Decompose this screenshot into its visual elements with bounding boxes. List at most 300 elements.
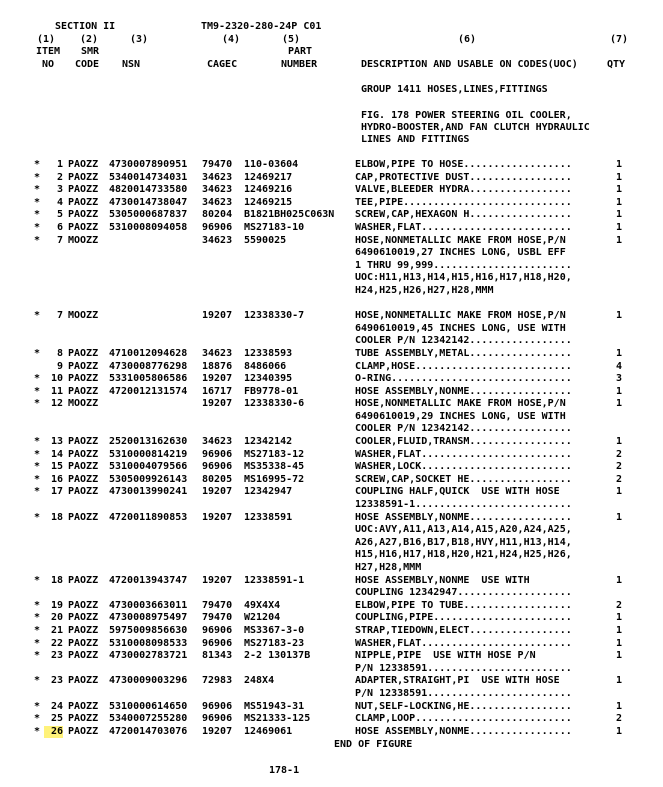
nsn: 4720014703076	[109, 725, 188, 737]
cage-code: 19207	[202, 373, 233, 385]
nsn: 5310008098533	[109, 637, 188, 649]
col-smr-label: SMR	[81, 46, 100, 57]
table-row	[0, 298, 663, 311]
figure-title-line-3: LINES AND FITTINGS	[361, 134, 470, 145]
cage-code: 34623	[202, 196, 233, 208]
table-row	[0, 461, 663, 474]
smr-code: PAOZZ	[68, 511, 99, 523]
col-num-5: (5)	[282, 34, 301, 45]
nsn: 5305000687837	[109, 209, 188, 221]
quantity: 1	[615, 700, 622, 712]
item-number: 12	[50, 398, 63, 410]
smr-code: PAOZZ	[68, 221, 99, 233]
cage-code: 19207	[202, 511, 233, 523]
table-row	[0, 524, 663, 537]
table-row	[0, 474, 663, 487]
item-number: 10	[50, 373, 63, 385]
row-star-marker: *	[34, 511, 41, 523]
item-number: 25	[50, 713, 63, 725]
item-number: 18	[50, 511, 63, 523]
quantity: 1	[615, 675, 622, 687]
table-row	[0, 361, 663, 374]
description: COUPLING,PIPE.......................	[355, 612, 572, 624]
cage-code: 34623	[202, 347, 233, 359]
table-row	[0, 549, 663, 562]
row-star-marker: *	[34, 624, 41, 636]
table-row	[0, 562, 663, 575]
row-star-marker: *	[34, 196, 41, 208]
row-star-marker: *	[34, 486, 41, 498]
nsn: 4730008776298	[109, 360, 188, 372]
nsn: 4730007890951	[109, 159, 188, 170]
item-number: 2	[56, 171, 63, 183]
nsn: 4730013990241	[109, 486, 188, 498]
description: O-RING..............................	[355, 373, 572, 385]
row-star-marker: *	[34, 184, 41, 196]
description: H27,H28,MMM	[355, 562, 422, 573]
description: COUPLING 12342947...................	[355, 587, 572, 599]
nsn: 4720013943747	[109, 574, 188, 586]
nsn: 5310008094058	[109, 221, 188, 233]
part-number: 12342142	[244, 436, 293, 448]
part-number: MS27183-23	[244, 637, 305, 649]
smr-code: PAOZZ	[68, 171, 99, 183]
nsn: 4730014738047	[109, 196, 188, 208]
cage-code: 80204	[202, 209, 233, 221]
nsn: 5331005806586	[109, 373, 188, 385]
smr-code: PAOZZ	[68, 486, 99, 498]
part-number: MS27183-10	[244, 221, 305, 233]
part-number: 12338330-6	[244, 398, 305, 410]
description: UOC:H11,H13,H14,H15,H16,H17,H18,H20,	[355, 272, 572, 284]
page-number: 178-1	[269, 765, 300, 776]
table-row	[0, 575, 663, 588]
table-row	[0, 486, 663, 499]
row-star-marker: *	[34, 373, 41, 385]
smr-code: PAOZZ	[68, 347, 99, 359]
part-number: MS27183-12	[244, 448, 305, 460]
quantity: 1	[615, 398, 622, 410]
part-number: W21204	[244, 612, 281, 624]
description: TEE,PIPE............................	[355, 196, 572, 208]
row-star-marker: *	[34, 700, 41, 712]
cage-code: 96906	[202, 700, 233, 712]
row-star-marker: *	[34, 675, 41, 687]
smr-code: PAOZZ	[68, 574, 99, 586]
smr-code: PAOZZ	[68, 725, 99, 737]
row-star-marker: *	[34, 221, 41, 233]
quantity: 2	[615, 448, 622, 460]
description: 6490610019,29 INCHES LONG, USE WITH	[355, 410, 566, 422]
quantity: 1	[615, 637, 622, 649]
part-number: 12338330-7	[244, 310, 305, 322]
part-number: MS16995-72	[244, 473, 305, 485]
description: TUBE ASSEMBLY,METAL.................	[355, 347, 572, 359]
quantity: 1	[615, 650, 622, 662]
parts-table	[0, 159, 663, 738]
part-number: MS51943-31	[244, 700, 305, 712]
item-number: 20	[50, 612, 63, 624]
quantity: 1	[615, 221, 622, 233]
table-row	[0, 209, 663, 222]
cage-code: 96906	[202, 637, 233, 649]
nsn: 5310000614650	[109, 700, 188, 712]
description: COOLER P/N 12342142.................	[355, 335, 572, 347]
col-num-2: (2)	[80, 34, 99, 45]
quantity: 1	[615, 511, 622, 523]
nsn: 4730002783721	[109, 650, 188, 662]
cage-code: 79470	[202, 599, 233, 611]
description: STRAP,TIEDOWN,ELECT.................	[355, 624, 572, 636]
item-number: 3	[56, 184, 63, 196]
row-star-marker: *	[34, 159, 41, 170]
part-number: 12469215	[244, 196, 293, 208]
nsn: 4820014733580	[109, 184, 188, 196]
description: WASHER,LOCK.........................	[355, 461, 572, 473]
nsn: 5340014734031	[109, 171, 188, 183]
row-star-marker: *	[34, 473, 41, 485]
smr-code: MOOZZ	[68, 310, 99, 322]
col-item-label: ITEM	[36, 46, 61, 57]
row-star-marker: *	[34, 637, 41, 649]
table-row	[0, 272, 663, 285]
cage-code: 81343	[202, 650, 233, 662]
row-star-marker: *	[34, 398, 41, 410]
col-num-1: (1)	[37, 34, 56, 45]
item-number: 11	[50, 385, 63, 397]
figure-title-line-1: FIG. 178 POWER STEERING OIL COOLER,	[361, 110, 572, 121]
col-no-label: NO	[42, 59, 55, 70]
quantity: 3	[615, 373, 622, 385]
section-title: SECTION II	[55, 21, 116, 32]
table-row	[0, 423, 663, 436]
row-star-marker: *	[34, 347, 41, 359]
item-number: 8	[56, 347, 63, 359]
quantity: 1	[615, 209, 622, 221]
table-row	[0, 726, 663, 739]
cage-code: 34623	[202, 184, 233, 196]
smr-code: PAOZZ	[68, 612, 99, 624]
group-heading: GROUP 1411 HOSES,LINES,FITTINGS	[361, 84, 548, 95]
table-row	[0, 335, 663, 348]
description: WASHER,FLAT.........................	[355, 221, 572, 233]
quantity: 2	[615, 473, 622, 485]
row-star-marker: *	[34, 310, 41, 322]
col-num-3: (3)	[130, 34, 149, 45]
item-number: 23	[50, 675, 63, 687]
nsn: 4730008975497	[109, 612, 188, 624]
item-number: 24	[50, 700, 63, 712]
row-star-marker: *	[34, 461, 41, 473]
nsn: 4730009003296	[109, 675, 188, 687]
table-row	[0, 512, 663, 525]
description: COOLER P/N 12342142.................	[355, 423, 572, 435]
smr-code: PAOZZ	[68, 360, 99, 372]
item-number: 6	[56, 221, 63, 233]
col-number-label: NUMBER	[281, 59, 318, 70]
smr-code: PAOZZ	[68, 385, 99, 397]
row-star-marker: *	[34, 385, 41, 397]
table-row	[0, 663, 663, 676]
description: 12338591-1..........................	[355, 499, 572, 511]
document-id: TM9-2320-280-24P C01	[201, 21, 322, 32]
nsn: 5310004079566	[109, 461, 188, 473]
quantity: 2	[615, 461, 622, 473]
table-row	[0, 184, 663, 197]
nsn: 5340007255280	[109, 713, 188, 725]
description: COUPLING HALF,QUICK USE WITH HOSE	[355, 486, 560, 498]
item-number: 22	[50, 637, 63, 649]
table-row	[0, 373, 663, 386]
description: HOSE,NONMETALLIC MAKE FROM HOSE,P/N	[355, 234, 566, 246]
table-row	[0, 222, 663, 235]
part-number: 12342947	[244, 486, 293, 498]
description: CLAMP,HOSE..........................	[355, 360, 572, 372]
table-row	[0, 688, 663, 701]
quantity: 1	[615, 574, 622, 586]
description: WASHER,FLAT.........................	[355, 637, 572, 649]
col-desc-label: DESCRIPTION AND USABLE ON CODES(UOC)	[361, 59, 578, 70]
item-number: 7	[56, 234, 63, 246]
item-number: 23	[50, 650, 63, 662]
item-number: 7	[56, 310, 63, 322]
table-row	[0, 285, 663, 298]
cage-code: 96906	[202, 624, 233, 636]
row-star-marker: *	[34, 599, 41, 611]
col-num-6: (6)	[458, 34, 477, 45]
table-row	[0, 650, 663, 663]
nsn: 4730003663011	[109, 599, 188, 611]
description: 1 THRU 99,999.......................	[355, 259, 572, 271]
table-row	[0, 499, 663, 512]
quantity: 1	[615, 612, 622, 624]
part-number: 12469061	[244, 725, 293, 737]
cage-code: 34623	[202, 171, 233, 183]
description: HOSE,NONMETALLIC MAKE FROM HOSE,P/N	[355, 310, 566, 322]
quantity: 2	[615, 713, 622, 725]
part-number: B1821BH025C063N	[244, 209, 335, 221]
description: CLAMP,LOOP..........................	[355, 713, 572, 725]
row-star-marker: *	[34, 234, 41, 246]
row-star-marker: *	[34, 713, 41, 725]
smr-code: PAOZZ	[68, 196, 99, 208]
smr-code: PAOZZ	[68, 599, 99, 611]
smr-code: PAOZZ	[68, 700, 99, 712]
smr-code: PAOZZ	[68, 675, 99, 687]
item-number: 1	[56, 159, 63, 170]
table-row	[0, 713, 663, 726]
nsn: 4710012094628	[109, 347, 188, 359]
description: WASHER,FLAT.........................	[355, 448, 572, 460]
description: VALVE,BLEEDER HYDRA.................	[355, 184, 572, 196]
part-number: 12469216	[244, 184, 293, 196]
item-number: 15	[50, 461, 63, 473]
item-number: 16	[50, 473, 63, 485]
nsn: 4720012131574	[109, 385, 188, 397]
item-number: 13	[50, 436, 63, 448]
cage-code: 16717	[202, 385, 233, 397]
table-row	[0, 411, 663, 424]
part-number: MS3367-3-0	[244, 624, 305, 636]
description: A26,A27,B16,B17,B18,HVY,H11,H13,H14,	[355, 536, 572, 548]
nsn: 4720011890853	[109, 511, 188, 523]
smr-code: PAOZZ	[68, 650, 99, 662]
part-number: MS35338-45	[244, 461, 305, 473]
quantity: 1	[615, 486, 622, 498]
table-row	[0, 348, 663, 361]
quantity: 1	[615, 196, 622, 208]
description: HOSE ASSEMBLY,NONME USE WITH	[355, 574, 530, 586]
quantity: 1	[615, 310, 622, 322]
table-row	[0, 675, 663, 688]
description: H24,H25,H26,H27,H28,MMM	[355, 284, 494, 296]
description: P/N 12338591........................	[355, 662, 572, 674]
smr-code: MOOZZ	[68, 398, 99, 410]
description: P/N 12338591........................	[355, 687, 572, 699]
table-row	[0, 587, 663, 600]
item-number: 9	[56, 360, 63, 372]
quantity: 1	[615, 171, 622, 183]
smr-code: PAOZZ	[68, 159, 99, 170]
row-star-marker: *	[34, 209, 41, 221]
quantity: 1	[615, 624, 622, 636]
part-number: FB9778-01	[244, 385, 299, 397]
description: ADAPTER,STRAIGHT,PI USE WITH HOSE	[355, 675, 560, 687]
description: 6490610019,27 INCHES LONG, USBL EFF	[355, 247, 566, 259]
cage-code: 19207	[202, 725, 233, 737]
col-qty-label: QTY	[607, 59, 626, 70]
table-row	[0, 323, 663, 336]
part-number: MS21333-125	[244, 713, 311, 725]
row-star-marker: *	[34, 436, 41, 448]
table-row	[0, 701, 663, 714]
row-star-marker: *	[34, 612, 41, 624]
cage-code: 72983	[202, 675, 233, 687]
table-row	[0, 625, 663, 638]
figure-title-line-2: HYDRO-BOOSTER,AND FAN CLUTCH HYDRAULIC	[361, 122, 590, 133]
table-row	[0, 398, 663, 411]
col-cagec-label: CAGEC	[207, 59, 238, 70]
table-row	[0, 172, 663, 185]
quantity: 1	[615, 234, 622, 246]
nsn: 5310000814219	[109, 448, 188, 460]
cage-code: 19207	[202, 486, 233, 498]
description: NIPPLE,PIPE USE WITH HOSE P/N	[355, 650, 536, 662]
cage-code: 19207	[202, 574, 233, 586]
table-row	[0, 260, 663, 273]
part-number: 5590025	[244, 234, 287, 246]
part-number: 49X4X4	[244, 599, 281, 611]
part-number: 12340395	[244, 373, 293, 385]
quantity: 1	[615, 347, 622, 359]
item-number: 17	[50, 486, 63, 498]
table-row	[0, 159, 663, 172]
description: COOLER,FLUID,TRANSM.................	[355, 436, 572, 448]
part-number: 2-2 130137B	[244, 650, 311, 662]
part-number: 12338591	[244, 511, 293, 523]
description: UOC:AVY,A11,A13,A14,A15,A20,A24,A25,	[355, 524, 572, 536]
cage-code: 96906	[202, 448, 233, 460]
cage-code: 79470	[202, 159, 233, 170]
description: ELBOW,PIPE TO TUBE..................	[355, 599, 572, 611]
cage-code: 96906	[202, 713, 233, 725]
cage-code: 79470	[202, 612, 233, 624]
smr-code: PAOZZ	[68, 436, 99, 448]
nsn: 2520013162630	[109, 436, 188, 448]
description: HOSE ASSEMBLY,NONME.................	[355, 385, 572, 397]
description: SCREW,CAP,SOCKET HE.................	[355, 473, 572, 485]
col-num-4: (4)	[222, 34, 241, 45]
description: H15,H16,H17,H18,H20,H21,H24,H25,H26,	[355, 549, 572, 561]
table-row	[0, 612, 663, 625]
quantity: 1	[615, 436, 622, 448]
description: CAP,PROTECTIVE DUST.................	[355, 171, 572, 183]
description: ELBOW,PIPE TO HOSE..................	[355, 159, 572, 170]
quantity: 1	[615, 725, 622, 737]
smr-code: PAOZZ	[68, 209, 99, 221]
part-number: 248X4	[244, 675, 275, 687]
table-row	[0, 386, 663, 399]
cage-code: 80205	[202, 473, 233, 485]
description: SCREW,CAP,HEXAGON H.................	[355, 209, 572, 221]
cage-code: 19207	[202, 310, 233, 322]
cage-code: 18876	[202, 360, 233, 372]
item-number-highlighted: 26	[44, 726, 63, 738]
cage-code: 34623	[202, 436, 233, 448]
description: NUT,SELF-LOCKING,HE.................	[355, 700, 572, 712]
col-nsn-label: NSN	[122, 59, 141, 70]
item-number: 14	[50, 448, 63, 460]
quantity: 1	[615, 159, 622, 170]
part-number: 12338591-1	[244, 574, 305, 586]
row-star-marker: *	[34, 448, 41, 460]
table-row	[0, 600, 663, 613]
smr-code: MOOZZ	[68, 234, 99, 246]
smr-code: PAOZZ	[68, 624, 99, 636]
smr-code: PAOZZ	[68, 184, 99, 196]
table-row	[0, 310, 663, 323]
part-number: 12469217	[244, 171, 293, 183]
col-part-label: PART	[288, 46, 313, 57]
part-number: 8486066	[244, 360, 287, 372]
quantity: 2	[615, 599, 622, 611]
table-row	[0, 638, 663, 651]
table-row	[0, 537, 663, 550]
description: HOSE ASSEMBLY,NONME.................	[355, 725, 572, 737]
description: HOSE,NONMETALLIC MAKE FROM HOSE,P/N	[355, 398, 566, 410]
smr-code: PAOZZ	[68, 461, 99, 473]
smr-code: PAOZZ	[68, 448, 99, 460]
row-star-marker: *	[34, 650, 41, 662]
col-code-label: CODE	[75, 59, 100, 70]
quantity: 1	[615, 184, 622, 196]
cage-code: 34623	[202, 234, 233, 246]
part-number: 110-03604	[244, 159, 299, 170]
cage-code: 96906	[202, 221, 233, 233]
row-star-marker: *	[34, 171, 41, 183]
item-number: 4	[56, 196, 63, 208]
nsn: 5305009926143	[109, 473, 188, 485]
table-row	[0, 449, 663, 462]
item-number: 18	[50, 574, 63, 586]
item-number: 5	[56, 209, 63, 221]
quantity: 4	[615, 360, 622, 372]
smr-code: PAOZZ	[68, 373, 99, 385]
item-number: 19	[50, 599, 63, 611]
end-of-figure: END OF FIGURE	[334, 739, 413, 750]
quantity: 1	[615, 385, 622, 397]
table-row	[0, 436, 663, 449]
